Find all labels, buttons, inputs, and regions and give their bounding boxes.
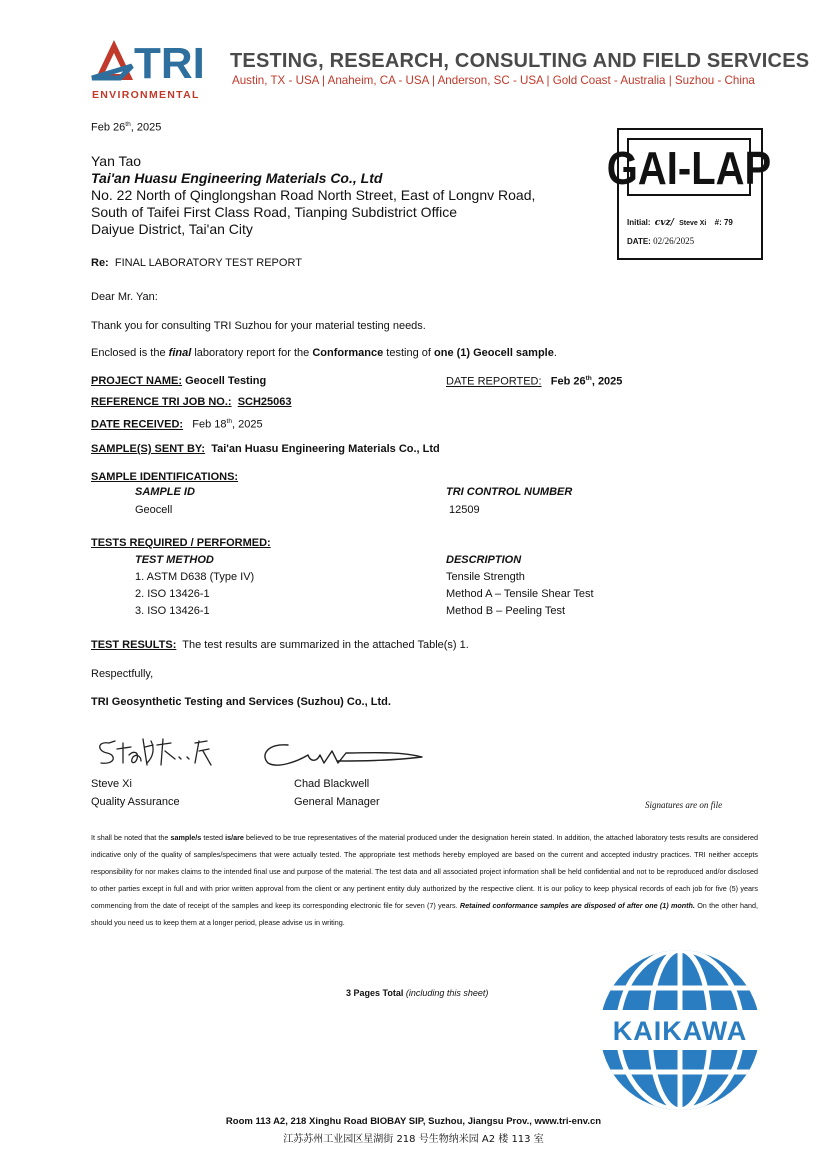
recipient-address-2: South of Taifei First Class Road, Tianping Subdistrict Office xyxy=(91,204,457,220)
sample-identifications-heading: SAMPLE IDENTIFICATIONS: xyxy=(91,471,239,483)
control-number-header: TRI CONTROL NUMBER xyxy=(446,486,573,498)
test-method-2: 2. ISO 13426-1 xyxy=(135,588,210,600)
salutation: Dear Mr. Yan: xyxy=(91,291,158,303)
description-header: DESCRIPTION xyxy=(446,554,522,566)
intro-text: Thank you for consulting TRI Suzhou for your material testing needs. xyxy=(91,320,426,332)
chad-blackwell-signature xyxy=(258,741,426,769)
enclosed-text: Enclosed is the final laboratory report for the Conformance testing of one (1) Geocell sample. xyxy=(91,347,557,359)
disclaimer: It shall be noted that the sample/s tested is/are believed to be true representatives of the material produced under the designation herein stated. In addition, the attached laboratory tests results are considered indicative only of the quality of samples/specimens that were actually tested. The appropriate test methods hereby employed are based on the current and accepted industry practices. TRI neither accepts responsibility for nor makes claims to the intended final use and purpose of the material. The test data and all associated project information shall be held confidential and not to be reproduced and/or disclosed to other parties except in full and with prior written approval from the client or any pertinent entity duly authorized by the respective client. It is our policy to keep physical records of each job for five (5) years commencing from the date of receipt of the samples and keep its corresponding electronic file for seven (7) years. Retained conformance samples are disposed of after one (1) month. On the other hand, should you need us to keep them at a longer period, please advise us in writing. xyxy=(91,833,758,928)
gai-lap-stamp xyxy=(606,128,772,260)
test-desc-2: Method A – Tensile Shear Test xyxy=(446,588,594,600)
gai-lap-logo xyxy=(606,138,772,196)
gai-lap-text: GAI-LAP xyxy=(606,143,772,195)
signer-2-title: General Manager xyxy=(294,796,380,808)
stamp-date-row: DATE: 02/26/2025 xyxy=(627,236,695,246)
test-results: TEST RESULTS: The test results are summarized in the attached Table(s) 1. xyxy=(91,639,469,651)
date-received: DATE RECEIVED: Feb 18th, 2025 xyxy=(91,418,263,431)
test-method-header: TEST METHOD xyxy=(135,554,214,566)
kaikawa-globe-logo xyxy=(598,948,762,1112)
samples-sent-by: SAMPLE(S) SENT BY: Tai'an Huasu Engineering Materials Co., Ltd xyxy=(91,443,440,455)
recipient-name: Yan Tao xyxy=(91,153,142,169)
reference-job: REFERENCE TRI JOB NO.: SCH25063 xyxy=(91,396,292,408)
kaikawa-text: KAIKAWA xyxy=(612,1016,748,1046)
sample-id-header: SAMPLE ID xyxy=(135,486,195,498)
signer-1-name: Steve Xi xyxy=(91,778,132,790)
logo-text: TRI xyxy=(134,39,205,88)
sample-id-value: Geocell xyxy=(135,504,173,516)
recipient-company: Tai'an Huasu Engineering Materials Co., Ltd xyxy=(91,170,383,186)
pages-total: 3 Pages Total (including this sheet) xyxy=(346,988,489,998)
signatures-note: Signatures are on file xyxy=(645,800,723,810)
signer-1-title: Quality Assurance xyxy=(91,796,180,808)
test-method-1: 1. ASTM D638 (Type IV) xyxy=(135,571,255,583)
tri-environmental-logo xyxy=(92,36,210,102)
logo-subtext: ENVIRONMENTAL xyxy=(92,89,200,101)
footer-address-en: Room 113 A2, 218 Xinghu Road BIOBAY SIP, Suzhou, Jiangsu Prov., www.tri-env.cn xyxy=(225,1116,602,1127)
header-locations: Austin, TX - USA | Anaheim, CA - USA | Anderson, SC - USA | Gold Coast - Australia | Suzhou - China xyxy=(232,74,755,87)
project-name: PROJECT NAME: Geocell Testing xyxy=(91,375,267,387)
footer-address-cn: 江苏苏州工业园区星湖街 218 号生物纳米园 A2 楼 113 室 xyxy=(283,1134,544,1145)
signer-2-name: Chad Blackwell xyxy=(294,778,370,790)
re-line: Re: FINAL LABORATORY TEST REPORT xyxy=(91,257,302,269)
recipient-address-3: Daiyue District, Tai'an City xyxy=(91,221,253,237)
date-reported: DATE REPORTED: Feb 26th, 2025 xyxy=(446,375,623,388)
test-desc-1: Tensile Strength xyxy=(446,571,525,583)
letter-date: Feb 26th, 2025 xyxy=(91,121,162,134)
control-number-value: 12509 xyxy=(449,504,480,516)
stamp-initial-row: Initial: cvz/ Steve Xi #: 79 xyxy=(627,218,733,228)
test-desc-3: Method B – Peeling Test xyxy=(446,605,566,617)
test-method-3: 3. ISO 13426-1 xyxy=(135,605,210,617)
tests-heading: TESTS REQUIRED / PERFORMED: xyxy=(91,537,271,549)
recipient-address-1: No. 22 North of Qinglongshan Road North Street, East of Longnv Road, xyxy=(91,187,536,203)
closing: Respectfully, xyxy=(91,668,154,680)
steve-xi-signature xyxy=(95,735,220,775)
company-signature-line: TRI Geosynthetic Testing and Services (Suzhou) Co., Ltd. xyxy=(91,696,391,708)
header-title: TESTING, RESEARCH, CONSULTING AND FIELD SERVICES xyxy=(230,50,810,72)
